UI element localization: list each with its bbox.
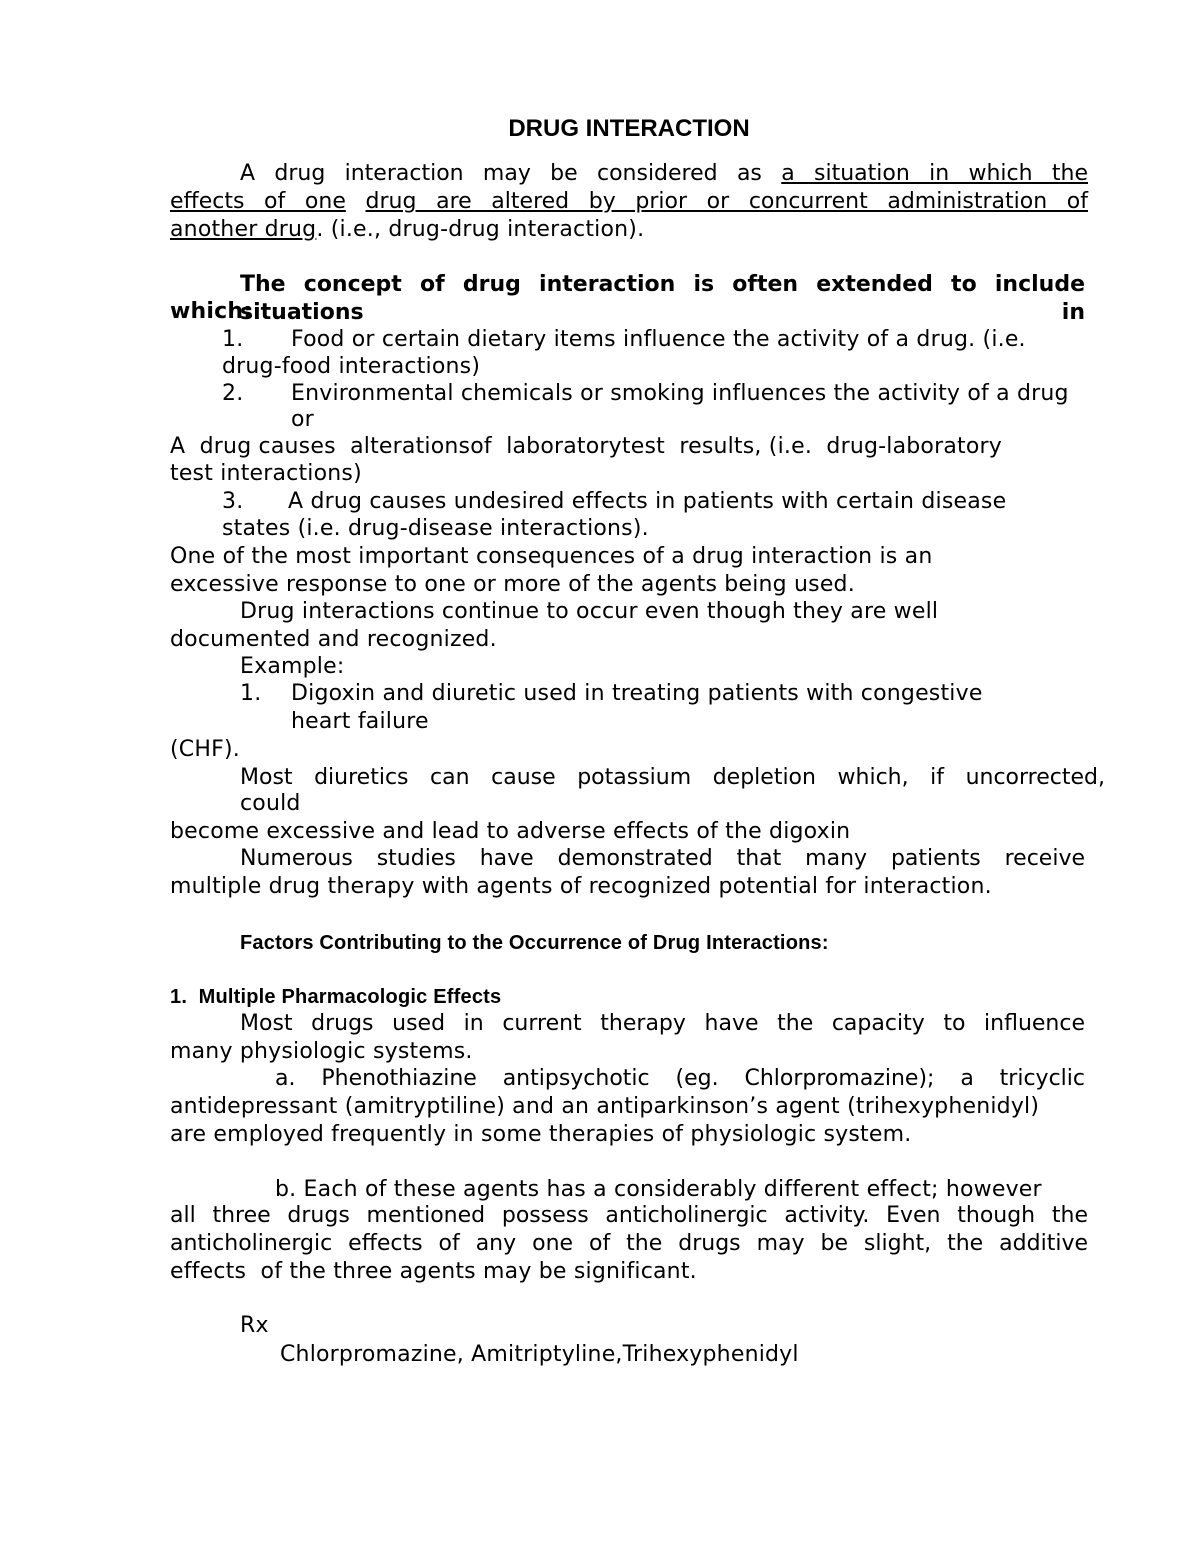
concept-line-1: The concept of drug interaction is often extended to include situations in xyxy=(240,272,1085,325)
factors-b-line-4: effects of the three agents may be significant. xyxy=(170,1259,697,1284)
factors-b-line-1: b. Each of these agents has a considerably different effect; however xyxy=(275,1177,1042,1202)
concept-item-3-number: 3. xyxy=(222,489,244,514)
studies-line-1: Numerous studies have demonstrated that many patients receive xyxy=(240,846,1085,871)
factors-b-line-3: anticholinergic effects of any one of the drugs may be slight, the additive xyxy=(170,1231,1088,1256)
intro-underlined-text: another drug xyxy=(170,217,317,242)
studies-line-2: multiple drug therapy with agents of recognized potential for interaction. xyxy=(170,874,992,899)
example-1-line-1: Digoxin and diuretic used in treating patients with congestive xyxy=(291,681,983,706)
consequences-line-4: documented and recognized. xyxy=(170,627,497,652)
factors-b-line-2: all three drugs mentioned possess anticholinergic activity. Even though the xyxy=(170,1203,1088,1228)
factors-heading: Factors Contributing to the Occurrence of Drug Interactions: xyxy=(240,932,829,954)
concept-item-1-line-2: drug-food interactions) xyxy=(222,354,481,379)
concept-item-2-number: 2. xyxy=(222,381,244,406)
factors-a-line-3: are employed frequently in some therapies of physiologic system. xyxy=(170,1122,912,1147)
concept-item-2-line-1: Environmental chemicals or smoking influences the activity of a drug xyxy=(291,381,1069,406)
intro-line-1 xyxy=(240,160,1088,188)
consequences-line-1: One of the most important consequences of a drug interaction is an xyxy=(170,544,933,569)
concept-item-2-cont-line-2: test interactions) xyxy=(170,461,362,486)
rx-drug-list: Chlorpromazine, Amitriptyline,Trihexyphenidyl xyxy=(280,1342,799,1367)
factors-p1-line-2: many physiologic systems. xyxy=(170,1039,473,1064)
intro-line-2 xyxy=(170,188,1088,216)
factors-a-line-2: antidepressant (amitryptiline) and an antiparkinson’s agent (trihexyphenidyl) xyxy=(170,1094,1040,1119)
concept-item-2-line-2: or xyxy=(291,407,314,432)
intro-underlined-text: drug are altered by prior or concurrent administration of xyxy=(365,189,1088,214)
diuretic-line-1: Most diuretics can cause potassium depletion which, if uncorrected, xyxy=(240,765,1105,790)
factors-a-line-1: a. Phenothiazine antipsychotic (eg. Chlorpromazine); a tricyclic xyxy=(275,1066,1085,1091)
diuretic-line-2: could xyxy=(240,791,301,816)
rx-label: Rx xyxy=(240,1313,269,1338)
consequences-line-2: excessive response to one or more of the agents being used. xyxy=(170,572,855,597)
example-label: Example: xyxy=(240,654,345,679)
concept-item-1-number: 1. xyxy=(222,327,244,352)
intro-line-3 xyxy=(170,216,644,244)
example-1-number: 1. xyxy=(240,681,262,706)
diuretic-line-3: become excessive and lead to adverse effects of the digoxin xyxy=(170,819,851,844)
intro-text: A drug interaction may be considered as xyxy=(240,161,782,186)
concept-item-1-line-1: Food or certain dietary items influence the activity of a drug. (i.e. xyxy=(291,327,1026,352)
page-title: DRUG INTERACTION xyxy=(508,115,750,142)
example-1-line-3: (CHF). xyxy=(170,737,240,762)
consequences-line-3: Drug interactions continue to occur even though they are well xyxy=(240,599,939,624)
factors-p1-line-1: Most drugs used in current therapy have the capacity to influence xyxy=(240,1011,1085,1036)
concept-item-3-line-2: states (i.e. drug-disease interactions). xyxy=(222,516,649,541)
intro-space xyxy=(346,189,366,214)
factors-subheading-1: 1. Multiple Pharmacologic Effects xyxy=(170,986,502,1008)
intro-text: . (i.e., drug-drug interaction). xyxy=(316,217,645,242)
intro-underlined-text: a situation in which the xyxy=(781,161,1088,186)
concept-item-3-line-1: A drug causes undesired effects in patients with certain disease xyxy=(288,489,1007,514)
concept-line-2: which: xyxy=(170,299,253,324)
example-1-line-2: heart failure xyxy=(291,709,429,734)
concept-item-2-cont-line-1: A drug causes alterationsof laboratorytest results, (i.e. drug-laboratory xyxy=(170,434,1002,459)
intro-underlined-text: effects of one xyxy=(170,189,346,214)
